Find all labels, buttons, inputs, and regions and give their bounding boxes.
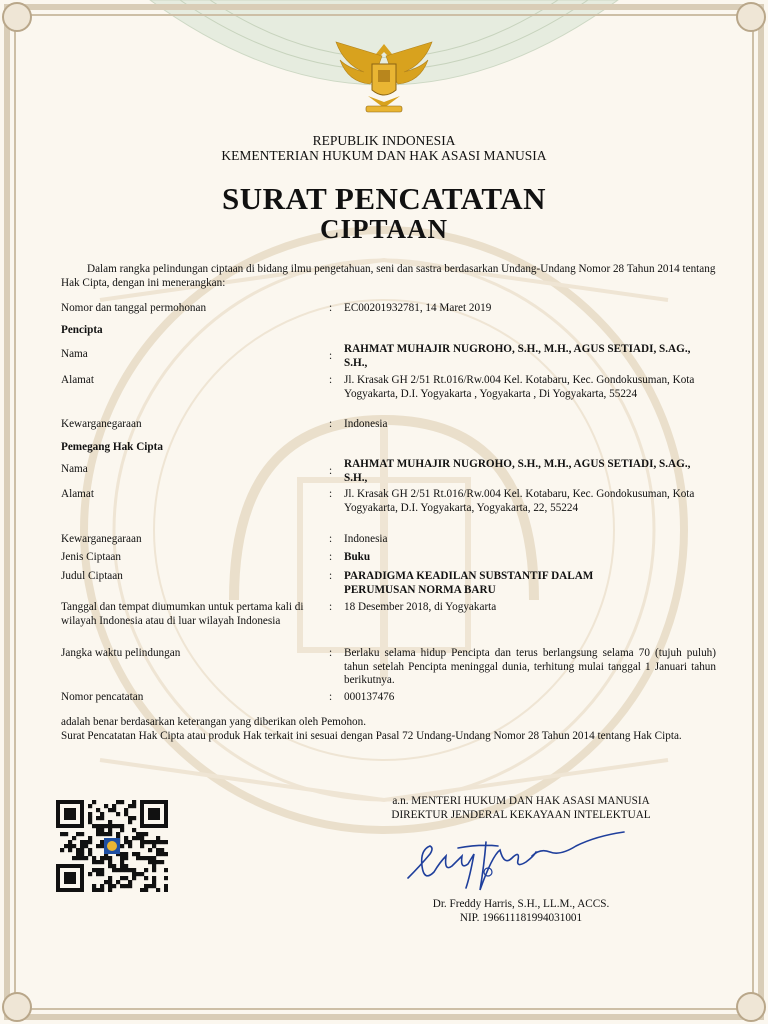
colon: : [329, 465, 333, 477]
signer-name: Dr. Freddy Harris, S.H., LL.M., ACCS. [432, 898, 610, 910]
document-title: SURAT PENCATATAN [221, 181, 547, 216]
corner-ornament-icon [2, 2, 32, 32]
signer-nip: NIP. 196611181994031001 [459, 912, 583, 924]
field-label: Nama [61, 463, 88, 475]
field-value: Jl. Krasak GH 2/51 Rt.016/Rw.004 Kel. Kotabaru, Kec. Gondokusuman, Kota Yogyakarta, D.I. Yogyakarta , Yogyakarta , Di Yogyakarta, 55224 [344, 374, 695, 400]
colon: : [329, 418, 333, 430]
colon: : [329, 350, 333, 362]
colon: : [329, 374, 333, 386]
colon: : [329, 551, 333, 563]
ministry-name: KEMENTERIAN HUKUM DAN HAK ASASI MANUSIA [221, 148, 547, 163]
section-pemegang-hak-cipta: Pemegang Hak Cipta [61, 441, 163, 453]
field-value: Berlaku selama hidup Pencipta dan terus berlangsung selama 70 (tujuh puluh) tahun setelah Pencipta meninggal dunia, terhitung mulai tanggal 1 Januari tahun berikutnya. [344, 647, 716, 686]
field-label: Nomor pencatatan [61, 691, 144, 703]
signatory-block [346, 794, 696, 822]
field-value: 000137476 [344, 691, 395, 703]
on-behalf-line: a.n. MENTERI HUKUM DAN HAK ASASI MANUSIA [392, 795, 650, 807]
field-label: Judul Ciptaan [61, 570, 123, 582]
colon: : [329, 488, 333, 500]
field-value: EC00201932781, 14 Maret 2019 [344, 302, 492, 314]
colon: : [329, 302, 333, 314]
signatory-position: DIREKTUR JENDERAL KEKAYAAN INTELEKTUAL [391, 809, 651, 821]
closing-statement [61, 716, 716, 743]
field-label: Kewarganegaraan [61, 418, 142, 430]
field-label: Nomor dan tanggal permohonan [61, 302, 207, 314]
closing-line: adalah benar berdasarkan keterangan yang diberikan oleh Pemohon. [61, 716, 367, 728]
field-label: Alamat [61, 488, 94, 500]
colon: : [329, 570, 333, 582]
field-label: Jenis Ciptaan [61, 551, 121, 563]
garuda-emblem-icon [334, 38, 434, 118]
colon: : [329, 691, 333, 703]
field-value: Jl. Krasak GH 2/51 Rt.016/Rw.004 Kel. Kotabaru, Kec. Gondokusuman, Kota Yogyakarta, D.I. Yogyakarta, Yogyakarta, 22, 55224 [344, 488, 695, 514]
corner-ornament-icon [736, 2, 766, 32]
corner-ornament-icon [2, 992, 32, 1022]
signature-image [400, 826, 630, 896]
signer-block [346, 897, 696, 925]
field-value: PARADIGMA KEADILAN SUBSTANTIF DALAM PERUMUSAN NORMA BARU [344, 570, 594, 596]
field-label: Nama [61, 348, 88, 360]
colon: : [329, 533, 333, 545]
country-name: REPUBLIK INDONESIA [312, 133, 456, 148]
section-pencipta: Pencipta [61, 324, 103, 336]
field-label: Tanggal dan tempat diumumkan untuk pertama kali di wilayah Indonesia atau di luar wilayah Indonesia [61, 601, 304, 627]
intro-paragraph: Dalam rangka pelindungan ciptaan di bidang ilmu pengetahuan, seni dan sastra berdasarkan Undang-Undang Nomor 28 Tahun 2014 tentang Hak Cipta, dengan ini menerangkan: [61, 263, 716, 289]
field-value: Buku [344, 551, 371, 563]
qr-code-icon[interactable] [56, 800, 168, 892]
field-value: RAHMAT MUHAJIR NUGROHO, S.H., M.H., AGUS SETIADI, S.AG., S.H., [344, 458, 691, 484]
field-value: Indonesia [344, 533, 388, 545]
closing-line: Surat Pencatatan Hak Cipta atau produk Hak terkait ini sesuai dengan Pasal 72 Undang-Undang Nomor 28 Tahun 2014 tentang Hak Cipta. [61, 729, 682, 742]
field-label: Jangka waktu pelindungan [61, 647, 181, 659]
colon: : [329, 647, 333, 659]
document-subtitle: CIPTAAN [320, 214, 448, 244]
field-label: Kewarganegaraan [61, 533, 142, 545]
corner-ornament-icon [736, 992, 766, 1022]
field-label: Alamat [61, 374, 94, 386]
field-value: Indonesia [344, 418, 388, 430]
field-value: RAHMAT MUHAJIR NUGROHO, S.H., M.H., AGUS SETIADI, S.AG., S.H., [344, 343, 691, 369]
field-value: 18 Desember 2018, di Yogyakarta [344, 601, 497, 613]
colon: : [329, 601, 333, 613]
